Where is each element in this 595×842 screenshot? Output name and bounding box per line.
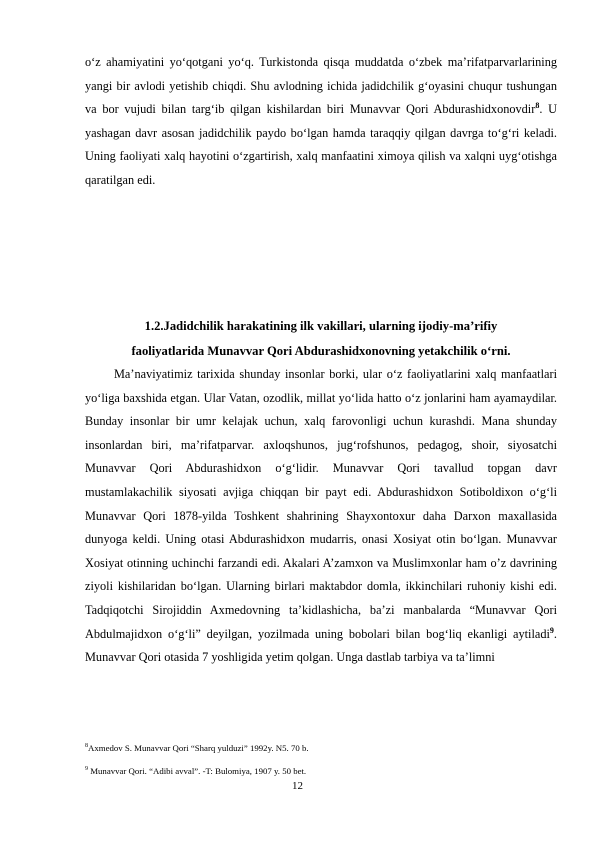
footnote-9-text: Munavvar Qori. “Adibi avval”. -T: Bulomiya, 1907 y. 50 bet. bbox=[88, 766, 307, 776]
paragraph-1-text-after: . U yashagan davr asosan jadidchilik paydo bo‘lgan hamda taraqqiy qilgan davrga to‘g‘ri keladi. Uning faoliyati xalq hayotini o‘zgartirish, xalq manfaatini ximoya qilish va xalqni uyg‘otishga qaratilgan edi. bbox=[85, 102, 557, 187]
body-paragraph-1 bbox=[85, 51, 557, 193]
paragraph-2-text: Ma’naviyatimiz tarixida shunday insonlar borki, ular o‘z faoliyatlarini xalq manfaatlari yo‘liga baxshida etgan. Ular Vatan, ozodlik, millat yo‘lida hatto o‘z jonlarini ham ayamaydilar. Bunday insonlar bir umr kelajak uchun, xalq farovonligi uchun kurashdi. Mana shunday insonlardan biri, ma’rifatparvar. axloqshunos, jug‘rofshunos, pedagog, shoir, siyosatchi Munavvar Qori Abdurashidxon o‘g‘lidir. Munavvar Qori tavallud topgan davr mustamlakachilik siyosati avjiga chiqqan bir payt edi. Abdurashidxon Sotiboldixon o‘g‘li Munavvar Qori 1878-yilda Toshkent shahrining Shayxontoxur daha Darxon maxallasida dunyoga keldi. Uning otasi Abdurashidxon mudarris, onasi Xosiyat otin bo‘lgan. Munavvar Xosiyat otinning uchinchi farzandi edi. Akalari A’zamxon va Muslimxonlar ham o’z davrining ziyoli kishilaridan bo‘lgan. Ularning birlari maktabdor domla, ikkinchilari ruhoniy kishi edi. Tadqiqotchi Sirojiddin Axmedovning ta’kidlashicha, ba’zi manbalarda “Munavvar Qori Abdulmajidxon o‘g‘li” deyilgan, yozilmada uning bobolari bilan bog‘liq ekanligi aytiladi bbox=[85, 367, 557, 641]
footnote-ref-9: 9 bbox=[549, 625, 554, 635]
section-heading-line-1: 1.2.Jadidchilik harakatining ilk vakillari, ularning ijodiy-ma’rifiy bbox=[144, 319, 498, 333]
footnote-9 bbox=[85, 765, 557, 777]
footnote-8-text: Axmedov S. Munavvar Qori “Sharq yulduzi” 1992y. N5. 70 b. bbox=[88, 743, 309, 753]
page-number: 12 bbox=[292, 780, 303, 792]
footnote-ref-8: 8 bbox=[535, 101, 540, 111]
body-paragraph-2 bbox=[85, 363, 557, 670]
footnote-9-number: 9 bbox=[85, 766, 88, 773]
section-heading-line-2: faoliyatlarida Munavvar Qori Abdurashidxonovning yetakchilik o‘rni. bbox=[131, 344, 511, 358]
footnote-8-number: 8 bbox=[85, 743, 88, 750]
paragraph-2-text-after: . Munavvar Qori otasida 7 yoshligida yetim qolgan. Unga dastlab tarbiya va ta’limni bbox=[85, 626, 557, 665]
paragraph-1-text: o‘z ahamiyatini yo‘qotgani yo‘q. Turkistonda qisqa muddatda o‘zbek ma’rifatparvarlarining yangi bir avlodi yetishib chiqdi. Shu avlodning ichida jadidchilik g‘oyasini chuqur tushungan va bor vujudi bilan targ‘ib qilgan kishilardan biri Munavvar Qori Abdurashidxonovdir bbox=[85, 55, 557, 117]
footnote-8 bbox=[85, 742, 557, 754]
